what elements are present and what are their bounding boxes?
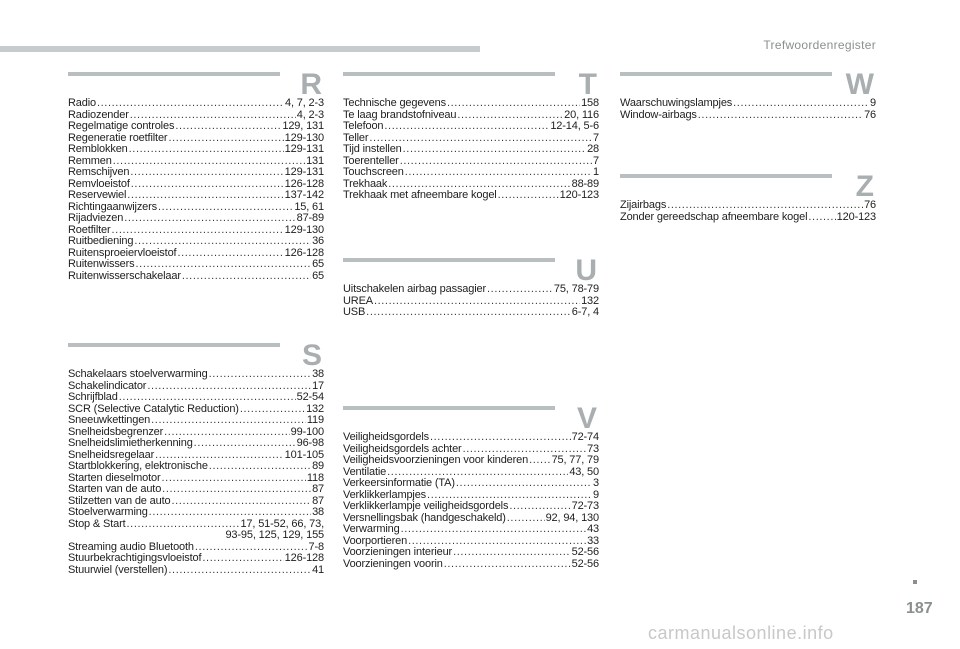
leader-dots [444, 559, 571, 571]
entry-name: Sneeuwkettingen [68, 414, 151, 426]
entry-name: Remvloeistof [68, 177, 130, 190]
index-entry [68, 415, 324, 427]
entry-pages: 132 [581, 294, 599, 307]
leader-dots [149, 507, 311, 519]
index-entry [343, 284, 599, 296]
entry-name: Te laag brandstofniveau [343, 108, 457, 121]
leader-dots [733, 98, 869, 110]
index-entry [68, 167, 324, 179]
entry-name: Ruitenwissers [68, 258, 135, 270]
entry-pages: 33 [587, 534, 599, 547]
leader-dots [401, 524, 586, 536]
leader-dots [209, 369, 311, 381]
leader-dots [194, 438, 296, 450]
entry-pages: 9 [870, 97, 876, 109]
section-rule [68, 343, 280, 347]
entry-name: Uitschakelen airbag passagier [343, 283, 487, 295]
leader-dots [456, 478, 592, 490]
entry-name: Veiligheidsgordels [343, 431, 429, 443]
index-entry [620, 200, 876, 212]
index-entry [68, 565, 324, 577]
entry-pages: 65 [312, 269, 324, 282]
entry-name: Remschijven [68, 166, 130, 178]
entry-pages: 118 [306, 471, 324, 484]
entry-name: Tijd instellen [343, 143, 402, 155]
index-entry [68, 369, 324, 381]
entry-pages: 99-100 [290, 425, 324, 438]
entry-pages: 7-8 [308, 540, 324, 553]
entry-pages: 7 [593, 131, 599, 144]
entry-pages: 158 [581, 97, 599, 109]
entry-pages: 41 [312, 563, 324, 576]
leader-dots [136, 259, 312, 271]
index-entry [343, 190, 599, 202]
leader-dots [403, 144, 586, 156]
entry-pages: 38 [312, 506, 324, 518]
leader-dots [134, 236, 311, 248]
entry-name: UREA [343, 294, 373, 307]
index-entry [343, 98, 599, 110]
leader-dots [369, 133, 592, 145]
leader-dots [507, 513, 545, 525]
entry-name: Radiozender [68, 108, 129, 121]
entry-name: USB [343, 306, 366, 318]
entry-name: Radio [68, 97, 96, 109]
entry-name: Stoelverwarming [68, 506, 148, 518]
leader-dots [177, 248, 283, 260]
entry-name: Streaming audio Bluetooth [68, 540, 194, 553]
entry-name: Remmen [68, 154, 112, 167]
entry-pages: 119 [306, 414, 324, 426]
index-entry [68, 144, 324, 156]
section-rule [68, 72, 280, 76]
leader-dots [240, 404, 305, 416]
entry-pages: 72-74 [571, 431, 599, 443]
entry-name: Schakelindicator [68, 379, 147, 392]
index-entry [343, 455, 599, 467]
section-letter: R [300, 68, 322, 101]
leader-dots [400, 156, 592, 168]
leader-dots [113, 156, 305, 168]
leader-dots [405, 167, 592, 179]
index-entry [68, 259, 324, 271]
leader-dots [127, 190, 283, 202]
entry-pages: 76 [864, 199, 876, 211]
entry-pages: 73 [587, 442, 599, 455]
index-entry [343, 524, 599, 536]
index-entry [343, 167, 599, 179]
entry-name: Startblokkering, elektronische [68, 460, 208, 472]
leader-dots [529, 455, 550, 467]
header-bar [0, 46, 480, 52]
section-rule [620, 72, 832, 76]
entry-name: Regeneratie roetfilter [68, 131, 168, 144]
index-entry [343, 432, 599, 444]
leader-dots [457, 110, 563, 122]
entry-pages: 28 [587, 143, 599, 155]
section-letter: U [575, 254, 597, 287]
entry-pages: 9 [593, 488, 599, 501]
entry-pages: 89 [312, 460, 324, 472]
page-number: 187 [906, 600, 933, 617]
index-entry [343, 559, 599, 571]
entry-list [68, 98, 324, 282]
entry-name: Technische gegevens [343, 97, 446, 109]
entry-list [343, 432, 599, 570]
entry-name: Trekhaak met afneembare kogel [343, 189, 497, 201]
entry-pages: 20, 116 [564, 108, 599, 121]
entry-name: Ruitenwisserschakelaar [68, 269, 181, 282]
entry-name: Verwarming [343, 523, 400, 535]
entry-name: Starten dieselmotor [68, 471, 161, 484]
entry-pages: 88-89 [571, 177, 599, 190]
entry-pages: 72-73 [571, 500, 599, 512]
entry-pages: 52-56 [571, 557, 599, 570]
entry-pages: 12-14, 5-6 [550, 120, 599, 132]
entry-pages: 75, 78-79 [553, 283, 599, 295]
entry-pages: 17 [312, 379, 324, 392]
entry-name: Zijairbags [620, 199, 667, 211]
section-rule [620, 174, 832, 178]
section-letter: W [845, 68, 874, 101]
leader-dots [130, 167, 283, 179]
entry-name: Teller [343, 131, 369, 144]
leader-dots [175, 121, 281, 133]
entry-name: Stuurwiel (verstellen) [68, 563, 168, 576]
leader-dots [202, 553, 283, 565]
leader-dots [127, 519, 240, 531]
index-entry [68, 213, 324, 225]
entry-pages: 4, 2-3 [296, 108, 324, 121]
entry-name: Stilzetten van de auto [68, 494, 171, 507]
section-rule [343, 72, 555, 76]
leader-dots [151, 415, 306, 427]
index-entry [68, 98, 324, 110]
entry-name: Snelheidslimietherkenning [68, 437, 193, 449]
entry-pages: 92, 94, 130 [545, 511, 599, 524]
entry-pages: 65 [312, 258, 324, 270]
section-letter: V [576, 402, 597, 435]
index-entry [68, 271, 324, 283]
entry-name: Roetfilter [68, 223, 111, 236]
entry-pages: 43 [587, 523, 599, 535]
leader-dots [698, 110, 863, 122]
entry-name: Trekhaak [343, 177, 388, 190]
entry-name: Regelmatige controles [68, 120, 175, 132]
leader-dots [384, 121, 549, 133]
index-entry [68, 236, 324, 248]
leader-dots [168, 133, 283, 145]
entry-pages: 3 [593, 477, 599, 489]
entry-name: SCR (Selective Catalytic Reduction) [68, 402, 239, 415]
index-entry [68, 507, 324, 519]
index-entry [343, 501, 599, 513]
entry-pages: 4, 7, 2-3 [284, 97, 324, 109]
entry-name: Richtingaanwijzers [68, 200, 158, 213]
leader-dots [366, 307, 571, 319]
leader-dots [147, 381, 311, 393]
entry-pages: 15, 61 [294, 200, 324, 213]
entry-name: Telefoon [343, 120, 384, 132]
index-entry [68, 438, 324, 450]
leader-dots [129, 144, 284, 156]
leader-dots [131, 179, 284, 191]
leader-dots [172, 496, 312, 508]
end-marker [913, 580, 917, 584]
leader-dots [808, 212, 835, 224]
entry-name: Window-airbags [620, 108, 697, 121]
watermark: carmanualsonline.info [648, 623, 834, 643]
entry-name: Verklikkerlampje veiligheidsgordels [343, 500, 509, 512]
entry-pages: 43, 50 [569, 465, 599, 478]
entry-name: Verklikkerlampjes [343, 488, 427, 501]
entry-name: Schrijfblad [68, 391, 118, 403]
entry-name: Toerenteller [343, 154, 399, 167]
entry-pages: 75, 77, 79 [551, 454, 599, 466]
entry-pages: 93-95, 125, 129, 155 [225, 529, 324, 541]
entry-name: Snelheidsbegrenzer [68, 425, 164, 438]
leader-dots [97, 98, 284, 110]
entry-pages: 126-128 [284, 552, 324, 564]
leader-dots [453, 547, 571, 559]
entry-name: Touchscreen [343, 166, 404, 178]
entry-name: Zonder gereedschap afneembare kogel [620, 210, 808, 223]
entry-pages: 131 [306, 154, 324, 167]
index-entry [343, 547, 599, 559]
entry-name: Ruitbediening [68, 235, 134, 247]
entry-name: Remblokken [68, 143, 128, 155]
entry-pages: 38 [312, 368, 324, 380]
entry-pages: 126-128 [284, 246, 324, 259]
entry-name: Stop & Start [68, 517, 126, 530]
leader-dots [168, 565, 311, 577]
leader-dots [112, 225, 284, 237]
section-letter: T [578, 68, 597, 101]
entry-name: Veiligheidsgordels achter [343, 442, 462, 455]
index-entry [343, 144, 599, 156]
leader-dots [182, 271, 311, 283]
index-entry [343, 296, 599, 308]
entry-pages: 52-56 [571, 546, 599, 558]
index-entry-continuation [68, 530, 324, 542]
entry-pages: 52-54 [296, 391, 324, 403]
entry-name: Voorzieningen interieur [343, 546, 453, 558]
index-entry [620, 98, 876, 110]
leader-dots [162, 473, 306, 485]
entry-pages: 36 [312, 235, 324, 247]
entry-name: Veiligheidsvoorzieningen voor kinderen [343, 454, 529, 466]
leader-dots [509, 501, 570, 513]
leader-dots [487, 284, 553, 296]
index-entry [68, 484, 324, 496]
index-entry [343, 121, 599, 133]
entry-pages: 129-131 [284, 166, 324, 178]
entry-pages: 120-123 [559, 189, 599, 201]
index-entry [68, 121, 324, 133]
entry-pages: 129-130 [284, 131, 324, 144]
entry-pages: 96-98 [296, 437, 324, 449]
entry-list [620, 200, 876, 223]
entry-name: Ventilatie [343, 465, 387, 478]
entry-name: Reservewiel [68, 189, 127, 201]
index-entry [68, 190, 324, 202]
entry-list [343, 284, 599, 319]
section-rule [343, 258, 555, 262]
entry-pages: 126-128 [284, 177, 324, 190]
entry-pages: 120-123 [836, 210, 876, 223]
entry-pages: 87 [312, 494, 324, 507]
entry-pages: 87-89 [296, 212, 324, 224]
entry-pages: 132 [306, 402, 324, 415]
entry-pages: 137-142 [284, 189, 324, 201]
entry-name: Voorzieningen voorin [343, 557, 443, 570]
leader-dots [498, 190, 559, 202]
entry-name: Snelheidsregelaar [68, 448, 155, 461]
leader-dots [119, 392, 296, 404]
leader-dots [430, 432, 571, 444]
section-letter: Z [855, 170, 874, 203]
leader-dots [162, 484, 311, 496]
entry-pages: 6-7, 4 [571, 306, 599, 318]
entry-pages: 76 [864, 108, 876, 121]
entry-pages: 17, 51-52, 66, 73, [240, 517, 324, 530]
entry-pages: 87 [312, 483, 324, 495]
entry-name: Schakelaars stoelverwarming [68, 368, 208, 380]
entry-name: Stuurbekrachtigingsvloeistof [68, 552, 202, 564]
index-entry [68, 392, 324, 404]
index-entry [343, 478, 599, 490]
leader-dots [209, 461, 311, 473]
index-entry [620, 110, 876, 122]
index-entry [620, 212, 876, 224]
entry-pages: 129-130 [284, 223, 324, 236]
entry-list [343, 98, 599, 202]
entry-name: Voorportieren [343, 534, 408, 547]
leader-dots [124, 213, 295, 225]
entry-pages: 101-105 [284, 448, 324, 461]
section-title: Trefwoordenregister [763, 38, 876, 52]
leader-dots [447, 98, 580, 110]
section-letter: S [301, 339, 322, 372]
entry-name: Rijadviezen [68, 212, 124, 224]
entry-pages: 7 [593, 154, 599, 167]
entry-name: Waarschuwingslampjes [620, 97, 733, 109]
entry-pages: 1 [593, 166, 599, 178]
index-entry [68, 461, 324, 473]
entry-name: Verkeersinformatie (TA) [343, 477, 455, 489]
leader-dots [158, 202, 293, 214]
leader-dots [667, 200, 863, 212]
section-rule [343, 406, 555, 410]
entry-name: Versnellingsbak (handgeschakeld) [343, 511, 506, 524]
leader-dots [374, 296, 580, 308]
entry-list [620, 98, 876, 121]
entry-pages: 129, 131 [282, 120, 324, 132]
index-entry [68, 553, 324, 565]
entry-name: Starten van de auto [68, 483, 162, 495]
index-entry [343, 307, 599, 319]
entry-name: Ruitensproeiervloeistof [68, 246, 177, 259]
entry-list [68, 369, 324, 576]
entry-pages: 129-131 [284, 143, 324, 155]
